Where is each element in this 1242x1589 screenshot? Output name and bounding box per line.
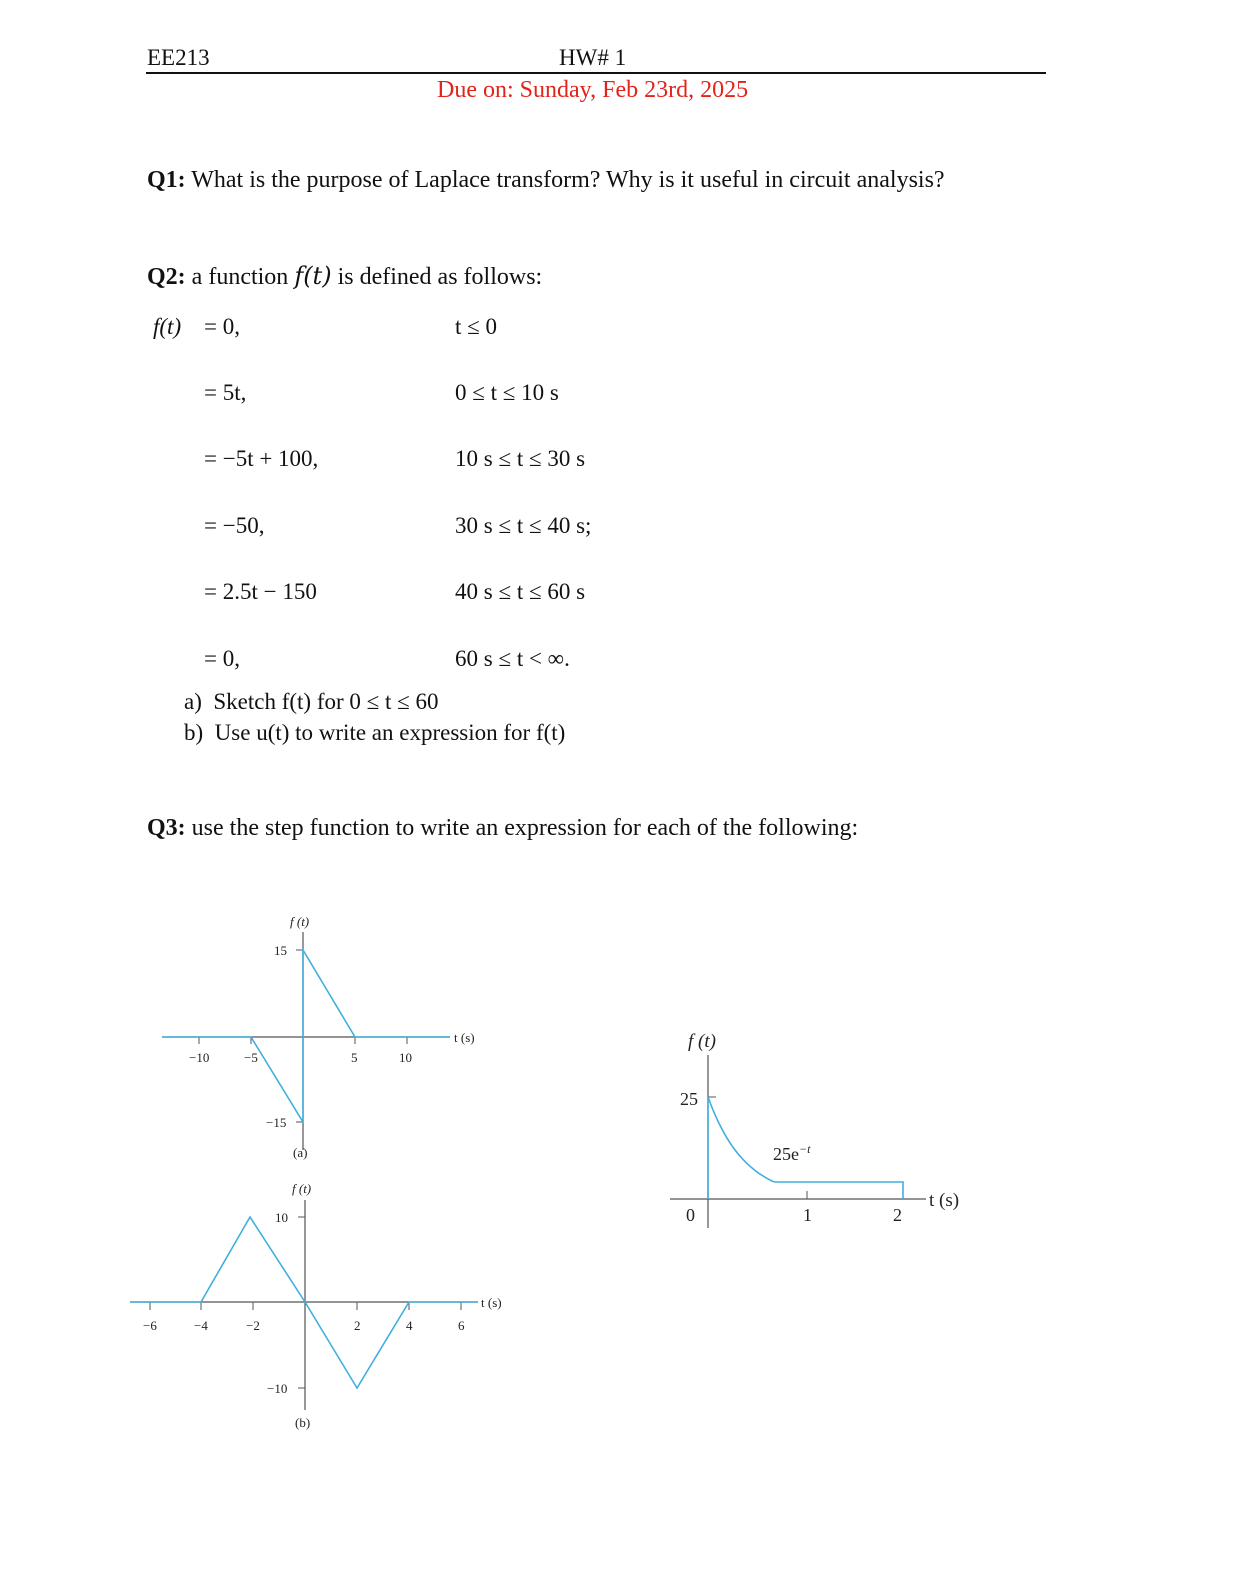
figure-a-xtick-label: −5	[244, 1050, 258, 1065]
piece-5-expr: = 2.5t − 150	[204, 579, 317, 604]
figure-a	[162, 914, 475, 1160]
piece-4-expr: = −50,	[204, 513, 265, 538]
figure-a-xtick-label: 10	[399, 1050, 412, 1065]
figure-b-xtick-label: 4	[406, 1318, 413, 1333]
part-a-letter: a)	[184, 689, 202, 714]
question-2-text-pre: a function	[185, 264, 295, 290]
piece-3-cond: 10 s ≤ t ≤ 30 s	[455, 446, 586, 471]
figure-c-ytick-label: 25	[680, 1089, 698, 1109]
piece-5-cond: 40 s ≤ t ≤ 60 s	[455, 579, 586, 604]
figure-a-curve	[162, 950, 450, 1122]
figure-b-caption: (b)	[295, 1415, 311, 1430]
figure-c-ylabel: f (t)	[688, 1031, 716, 1052]
figure-b-ylabel: f (t)	[292, 1181, 312, 1196]
figure-c-xlabel: t (s)	[929, 1190, 960, 1211]
figure-b-xtick-label: 2	[354, 1318, 361, 1333]
figure-b-xlabel: t (s)	[481, 1295, 502, 1310]
question-3-text: use the step function to write an expression for each of the following:	[185, 815, 859, 841]
question-3-label: Q3:	[147, 815, 186, 841]
figure-b	[130, 1181, 502, 1430]
question-1-text: What is the purpose of Laplace transform? Why is it useful in circuit analysis?	[185, 167, 945, 193]
figure-c-xtick-label: 1	[803, 1205, 812, 1225]
piece-2-cond: 0 ≤ t ≤ 10 s	[455, 380, 559, 405]
piecewise-lead: f(t)	[153, 314, 182, 339]
question-1-label: Q1:	[147, 167, 186, 193]
piece-1-cond: t ≤ 0	[455, 314, 498, 339]
piece-6-expr: = 0,	[204, 646, 240, 671]
piece-2-expr: = 5t,	[204, 380, 247, 405]
figure-c	[670, 1031, 959, 1228]
question-2-text-post: is defined as follows:	[331, 264, 543, 290]
figure-b-xtick-label: −6	[143, 1318, 157, 1333]
question-2-label: Q2:	[147, 264, 186, 290]
part-b-letter: b)	[184, 720, 204, 745]
piece-4-cond: 30 s ≤ t ≤ 40 s;	[455, 513, 592, 538]
figure-a-ylabel: f (t)	[290, 914, 310, 929]
figure-a-ytick-label: 15	[274, 943, 287, 958]
piece-1-expr: = 0,	[204, 314, 240, 339]
figure-a-caption: (a)	[293, 1145, 308, 1160]
figure-a-xtick-label: −10	[189, 1050, 210, 1065]
piece-6-cond: 60 s ≤ t < ∞.	[455, 646, 570, 671]
figure-a-xlabel: t (s)	[454, 1030, 475, 1045]
question-2-function: f(t)	[294, 262, 332, 290]
figure-a-xtick-label: 5	[351, 1050, 358, 1065]
figure-b-xtick-label: −2	[246, 1318, 260, 1333]
figure-c-curve-label: $25e^{-t}$	[773, 1142, 811, 1164]
figure-c-xtick-label: 2	[893, 1205, 902, 1225]
figure-b-xtick-label: 6	[458, 1318, 465, 1333]
figure-b-ytick-label: −10	[267, 1381, 288, 1396]
part-b-text: Use u(t) to write an expression for f(t)	[214, 720, 566, 745]
part-a-text: Sketch f(t) for 0 ≤ t ≤ 60	[213, 689, 439, 714]
figure-c-xtick-label: 0	[686, 1205, 695, 1225]
figure-b-xtick-label: −4	[194, 1318, 208, 1333]
homework-number: HW# 1	[559, 45, 627, 70]
piece-3-expr: = −5t + 100,	[204, 446, 319, 471]
due-date: Due on: Sunday, Feb 23rd, 2025	[437, 77, 749, 103]
course-code: EE213	[147, 45, 210, 70]
figure-b-ytick-label: 10	[275, 1210, 288, 1225]
figure-a-ytick-label: −15	[266, 1115, 287, 1130]
